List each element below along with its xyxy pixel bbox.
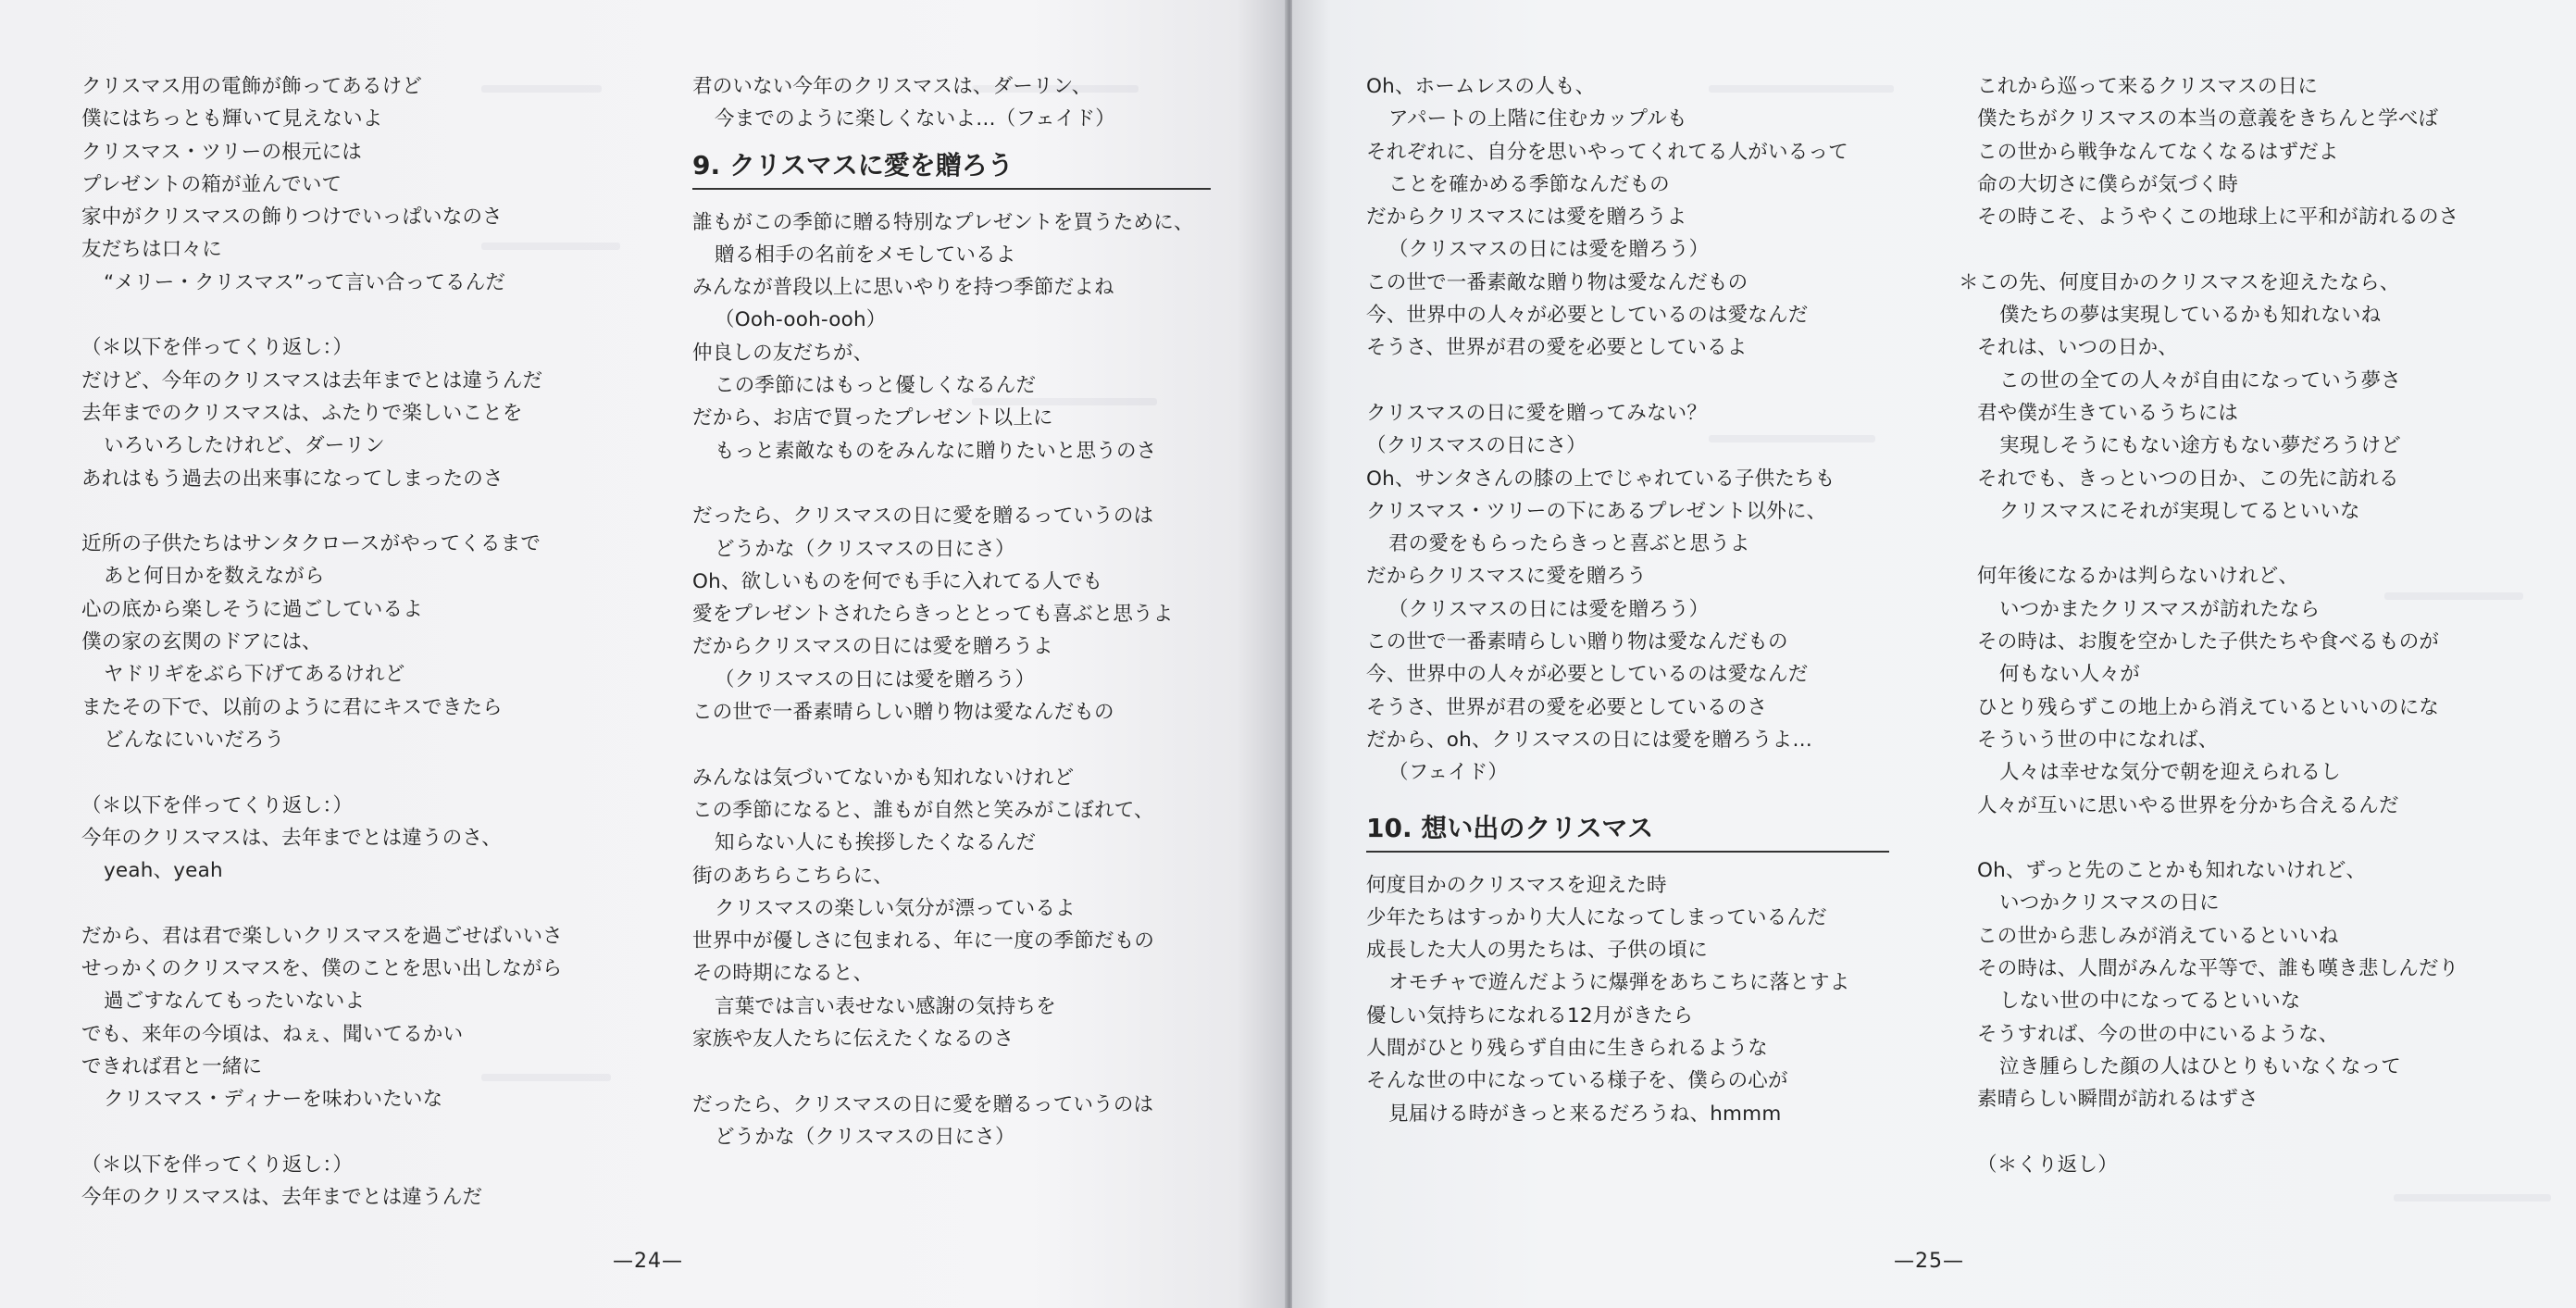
lyric-line: その時こそ、ようやくこの地球上に平和が訪れるのさ — [1977, 206, 2459, 230]
lyric-line: （クリスマスの日には愛を贈ろう） — [1388, 597, 1710, 621]
stanza-break — [1977, 1116, 2458, 1149]
lyric-line: この世で一番素晴らしい贈り物は愛なんだもの — [1366, 630, 1788, 654]
stanza-break — [692, 729, 1211, 761]
lyric-line: Oh、欲しいものを何でも手に入れてる人でも — [692, 569, 1103, 593]
lyric-line: あと何日かを数えながら — [104, 565, 325, 589]
lyric-line: みんなは気づいてないかも知れないけれど — [692, 766, 1075, 790]
section-heading-9: 9. クリスマスに愛を贈ろう — [692, 147, 1211, 190]
lyric-line: 僕たちがクリスマスの本当の意義をきちんと学べば — [1977, 107, 2439, 131]
lyric-line: 言葉では言い表せない感謝の気持ちを — [715, 994, 1056, 1018]
lyric-line: 素晴らしい瞬間が訪れるはずさ — [1977, 1088, 2259, 1112]
lyric-line: だからクリスマスには愛を贈ろうよ — [1366, 206, 1687, 230]
lyric-line: 僕にはちっとも輝いて見えないよ — [81, 107, 383, 131]
lyric-line: アパートの上階に住むカップルも — [1388, 107, 1687, 131]
lyric-line: 人間がひとり残らず自由に生きられるような — [1366, 1037, 1769, 1061]
lyric-line: だったら、クリスマスの日に愛を贈るっていうのは — [692, 1092, 1154, 1116]
lyric-line: だから、君は君で楽しいクリスマスを過ごせばいいさ — [81, 924, 563, 948]
lyrics-column-1 — [81, 70, 563, 1214]
lyric-line: 人々は幸せな気分で朝を迎えられるし — [1999, 761, 2341, 785]
lyric-line: 世界中が優しさに包まれる、年に一度の季節だもの — [692, 929, 1155, 953]
lyric-line: （＊くり返し） — [1977, 1152, 2118, 1177]
lyric-line: （＊以下を伴ってくり返し：） — [81, 1152, 354, 1177]
lyric-line: 僕の家の玄関のドアには、 — [81, 630, 322, 654]
lyric-line: ヤドリギをぶら下げてあるけれど — [104, 663, 405, 687]
lyric-line: 泣き腫らした顔の人はひとりもいなくなって — [1999, 1054, 2402, 1078]
stanza-break — [692, 1055, 1211, 1088]
lyric-line: いつかまたクリスマスが訪れたなら — [1999, 597, 2321, 621]
stanza-break — [81, 756, 563, 789]
stanza-break — [81, 299, 563, 331]
lyric-line: 何度目かのクリスマスを迎えた時 — [1366, 873, 1667, 897]
lyric-line: 過ごすなんてもったいないよ — [104, 990, 366, 1014]
right-page — [1292, 0, 2576, 1308]
bleed-through — [2394, 1194, 2551, 1202]
lyric-line: Oh、ホームレスの人も、 — [1366, 75, 1596, 98]
lyric-line: この季節になると、誰もが自然と笑みがこぼれて、 — [692, 798, 1154, 822]
lyric-line: この世から戦争なんてなくなるはずだよ — [1977, 140, 2339, 164]
lyric-line: どんなにいいだろう — [104, 728, 285, 752]
lyric-line: ＊この先、何度目かのクリスマスを迎えたなら、 — [1959, 270, 2400, 294]
lyric-line: だから、お店で買ったプレゼント以上に — [692, 406, 1053, 430]
lyric-line: クリスマスの楽しい気分が漂っているよ — [715, 896, 1076, 920]
page-number-left: —24— — [613, 1250, 683, 1273]
lyric-line: 友だちは口々に — [81, 238, 222, 262]
lyric-line: 今年のクリスマスは、去年までとは違うのさ、 — [81, 826, 502, 850]
lyric-line: 成長した大人の男たちは、子供の頃に — [1366, 939, 1708, 963]
lyric-line: 君や僕が生きているうちには — [1977, 401, 2239, 425]
lyric-line: ことを確かめる季節なんだもの — [1388, 172, 1670, 196]
lyric-line: 今、世界中の人々が必要としているのは愛なんだ — [1366, 663, 1809, 687]
lyric-line: だから、oh、クリスマスの日には愛を贈ろうよ… — [1366, 728, 1813, 752]
lyric-line: 贈る相手の名前をメモしているよ — [715, 243, 1016, 267]
lyric-line: そうすれば、今の世の中にいるような、 — [1977, 1022, 2339, 1046]
lyrics-column-4 — [1959, 70, 2459, 1181]
lyric-line: 君のいない今年のクリスマスは、ダーリン、 — [692, 75, 1092, 98]
lyric-line: その時は、お腹を空かした子供たちや食べるものが — [1977, 630, 2440, 654]
stanza-break — [1977, 233, 2458, 266]
lyric-line: 人々が互いに思いやる世界を分かち合えるんだ — [1977, 793, 2399, 817]
lyric-line: クリスマス・ツリーの下にあるプレゼント以外に、 — [1366, 499, 1827, 523]
lyric-line: 心の底から楽しそうに過ごしているよ — [81, 597, 423, 621]
lyric-line: できれば君と一緒に — [81, 1054, 263, 1078]
lyric-line: 家中がクリスマスの飾りつけでいっぱいなのさ — [81, 206, 503, 230]
lyric-line: （クリスマスの日には愛を贈ろう） — [715, 667, 1036, 691]
lyric-line: そうさ、世界が君の愛を必要としているのさ — [1366, 695, 1768, 719]
lyric-line: それでも、きっといつの日か、この先に訪れる — [1977, 467, 2399, 491]
lyric-line: Oh、ずっと先のことかも知れないけれど、 — [1977, 859, 2367, 883]
lyric-line: （＊以下を伴ってくり返し：） — [81, 793, 354, 817]
lyric-line: オモチャで遊んだように爆弾をあちこちに落とすよ — [1388, 971, 1850, 995]
lyric-line: それは、いつの日か、 — [1977, 336, 2179, 360]
lyric-line: この世から悲しみが消えているといいね — [1977, 924, 2339, 948]
lyrics-column-2 — [692, 70, 1211, 1153]
lyric-line: 何もない人々が — [1999, 663, 2140, 687]
lyric-line: 見届ける時がきっと来るだろうね、hmmm — [1388, 1102, 1782, 1126]
stanza-break — [692, 467, 1211, 500]
lyric-line: 何年後になるかは判らないけれど、 — [1977, 565, 2299, 589]
lyric-line: いつかクリスマスの日に — [1999, 891, 2220, 916]
lyric-line: この世で一番素晴らしい贈り物は愛なんだもの — [692, 701, 1114, 725]
lyrics-column-3 — [1366, 70, 1889, 1130]
lyric-line: 僕たちの夢は実現しているかも知れないね — [1999, 304, 2382, 328]
stanza-break — [81, 887, 563, 919]
lyric-line: どうかな（クリスマスの日にさ） — [715, 537, 1015, 561]
lyric-line: 去年までのクリスマスは、ふたりで楽しいことを — [81, 401, 523, 425]
lyric-line: クリスマス用の電飾が飾ってあるけど — [81, 75, 423, 98]
lyric-line: 今、世界中の人々が必要としているのは愛なんだ — [1366, 304, 1809, 328]
stanza-break — [81, 1116, 563, 1149]
lyric-line: どうかな（クリスマスの日にさ） — [715, 1125, 1015, 1149]
lyric-line: だからクリスマスに愛を贈ろう — [1366, 565, 1647, 589]
page-number-right: —25— — [1894, 1250, 1964, 1273]
lyric-line: その時期になると、 — [692, 962, 874, 986]
lyric-line: 知らない人にも挨拶したくなるんだ — [715, 831, 1037, 855]
lyric-line: この世の全ての人々が自由になっていう夢さ — [1999, 368, 2402, 392]
lyric-line: （フェイド） — [1388, 761, 1509, 785]
lyric-line: そんな世の中になっている様子を、僕らの心が — [1366, 1069, 1788, 1093]
lyric-line: （クリスマスの日にさ） — [1366, 434, 1587, 458]
lyric-line: 近所の子供たちはサンタクロースがやってくるまで — [81, 532, 541, 556]
lyric-line: クリスマスの日に愛を贈ってみない？ — [1366, 401, 1708, 425]
lyric-line: 家族や友人たちに伝えたくなるのさ — [692, 1028, 1014, 1052]
lyric-line: （＊以下を伴ってくり返し：） — [81, 336, 354, 360]
lyric-line: プレゼントの箱が並んでいて — [81, 172, 342, 196]
lyric-line: だけど、今年のクリスマスは去年までとは違うんだ — [81, 368, 543, 392]
stanza-break — [1977, 822, 2458, 854]
lyric-line: 少年たちはすっかり大人になってしまっているんだ — [1366, 905, 1827, 929]
lyric-line: せっかくのクリスマスを、僕のことを思い出しながら — [81, 957, 563, 981]
lyric-line: あれはもう過去の出来事になってしまったのさ — [81, 467, 504, 491]
lyric-line: 仲良しの友だちが、 — [692, 341, 874, 365]
lyric-line: その時は、人間がみんな平等で、誰も嘆き悲しんだり — [1977, 957, 2459, 981]
lyric-line: ひとり残らずこの地上から消えているといいのにな — [1977, 695, 2440, 719]
lyric-line: いろいろしたけれど、ダーリン — [104, 434, 385, 458]
lyric-line: 愛をプレゼントされたらきっととっても喜ぶと思うよ — [692, 603, 1174, 627]
lyric-line: （クリスマスの日には愛を贈ろう） — [1388, 238, 1710, 262]
lyric-line: だからクリスマスの日には愛を贈ろうよ — [692, 635, 1053, 659]
lyric-line: “メリー・クリスマス”って言い合ってるんだ — [104, 270, 506, 294]
lyric-line: しない世の中になってるといいな — [1999, 990, 2301, 1014]
lyric-line: クリスマス・ディナーを味わいたいな — [104, 1088, 443, 1112]
lyric-line: 優しい気持ちになれる12月がきたら — [1366, 1003, 1694, 1028]
lyric-line: クリスマス・ツリーの根元には — [81, 140, 362, 164]
lyric-line: だったら、クリスマスの日に愛を贈るっていうのは — [692, 505, 1154, 529]
stanza-break — [81, 495, 563, 528]
lyric-line: 今までのように楽しくないよ…（フェイド） — [715, 107, 1115, 131]
lyric-line: 街のあちらこちらに、 — [692, 864, 894, 888]
lyric-line: みんなが普段以上に思いやりを持つ季節だよね — [692, 276, 1114, 300]
lyric-line: それぞれに、自分を思いやってくれてる人がいるって — [1366, 140, 1848, 164]
lyric-line: クリスマスにそれが実現してるといいな — [1999, 499, 2360, 523]
lyric-line: この世で一番素敵な贈り物は愛なんだもの — [1366, 270, 1748, 294]
lyric-line: 君の愛をもらったらきっと喜ぶと思うよ — [1388, 532, 1750, 556]
lyric-line: 実現しそうにもない途方もない夢だろうけど — [1999, 434, 2402, 458]
lyric-line: （Ooh-ooh-ooh） — [715, 308, 887, 332]
stanza-break — [1366, 365, 1889, 397]
lyric-line: もっと素敵なものをみんなに贈りたいと思うのさ — [715, 439, 1157, 463]
lyric-line: またその下で、以前のように君にキスできたら — [81, 695, 503, 719]
lyric-line: でも、来年の今頃は、ねぇ、聞いてるかい — [81, 1022, 464, 1046]
section-heading-10: 10. 想い出のクリスマス — [1366, 810, 1889, 853]
lyric-line: これから巡って来るクリスマスの日に — [1977, 75, 2319, 98]
lyric-line: この季節にはもっと優しくなるんだ — [715, 374, 1037, 398]
lyric-line: Oh、サンタさんの膝の上でじゃれている子供たちも — [1366, 467, 1836, 491]
lyric-line: 誰もがこの季節に贈る特別なプレゼントを買うために、 — [692, 210, 1194, 234]
stanza-break — [1977, 528, 2458, 560]
lyric-line: yeah、yeah — [104, 859, 223, 883]
lyric-line: 命の大切さに僕らが気づく時 — [1977, 172, 2239, 196]
lyric-line: そうさ、世界が君の愛を必要としているよ — [1366, 336, 1748, 360]
lyric-line: 今年のクリスマスは、去年までとは違うんだ — [81, 1186, 483, 1210]
lyric-line: そういう世の中になれば、 — [1977, 728, 2219, 752]
